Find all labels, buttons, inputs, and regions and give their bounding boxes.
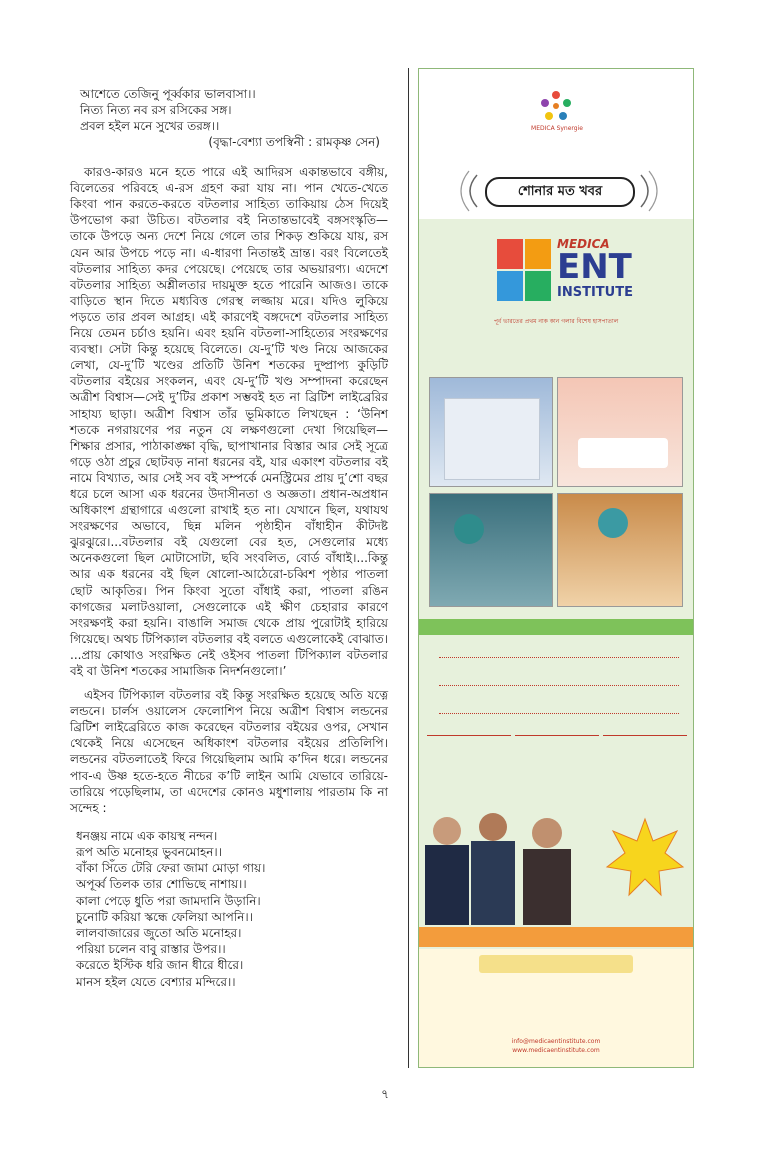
citation: (বৃদ্ধা-বেশ্যা তপস্বিনী : রামকৃষ্ণ সেন) bbox=[208, 135, 380, 149]
column-divider bbox=[408, 68, 409, 1068]
verse-line: বাঁকা সিঁতে টেরি ফেরা জামা মোড়া গায়। bbox=[76, 861, 266, 876]
contact-website: www.medicaentinstitute.com bbox=[512, 1047, 600, 1054]
main-text-column bbox=[70, 86, 388, 990]
verse-line: চুনোটি করিয়া স্কন্ধে ফেলিয়া আপনি।। bbox=[76, 909, 254, 924]
paragraph-1: কারও-কারও মনে হতে পারে এই আদিরস একান্তভাবে বঙ্গীয়, বিলেতের পরিবহে এ-রস গ্রহণ করা যায় না। পান খেতে-খেতে কিংবা পান করতে-করতে বটতলার সাহিত্য তাকিয়ায় ঠেস দিয়েই উপভোগ করা উচিত। বটতলার বই নিতান্তভাবেই বঙ্গসংস্কৃতি—তাকে উপড়ে অন্য দেশে নিয়ে গেলে তার শিকড় শুকিয়ে যায়, রস যেন আর উপচে পড়ে না। এ-ধারণা নিতান্তই ভ্রান্ত। বরং বিলেতেই বটতলার সাহিত্য কদর পেয়েছে। পেয়েছে তার অভয়ারণ্য। এদেশে বটতলার সাহিত্য অশ্লীলতার দায়মুক্ত হতে পারেনি আজও। তাকে বাড়িতে স্থান দিতে মধ্যবিত্ত গেরস্থ লজ্জায় মরে। যদিও লুকিয়ে পড়তে তার প্রবল আগ্রহ। এই কারণেই বঙ্গদেশে বটতলার সাহিত্য নিয়ে তেমন চর্চাও হয়নি। এবং হয়নি বটতলা-সাহিত্যের সংরক্ষণের ব্যবস্থা। সেটা কিন্তু হয়েছে বিলেতে। যে-দু’টি খণ্ড নিয়ে আজকের লেখা, যে-দু’টি খণ্ডের প্রতিটি উনিশ শতকের দুষ্প্রাপ্য কুড়িটি বটতলার বইয়ের সংকলন, এবং যে-দু’টি খণ্ড সম্পাদনা করেছেন অত্রীশ বিশ্বাস—সেই দু’টির প্রকাশ সম্ভবই হত না ব্রিটিশ লাইব্রেরির সাহায্য ছাড়া। অত্রীশ বিশ্বাস তাঁর ভূমিকাতে লিখছেন : ‘উনিশ শতকে নগরায়ণের পর নতুন যে লক্ষণগুলো দেখা গিয়েছিল—শিক্ষার প্রসার, পাঠাকাঙ্ক্ষা বৃদ্ধি, ছাপাখানার বিস্তার আর সেই সূত্রে গড়ে ওঠা প্রচুর ছোটবড় নানা ধরনের বই, যার একাংশ বটতলার বই নামে বিখ্যাত, আর সেই সব বই সম্পর্কে মেনস্ট্রিমের প্রায় দু’শো বছর ধরে চলে আসা এক ধরনের উদাসীনতা ও অজ্ঞতা। প্রধান-অপ্রধান অধিকাংশ গ্রন্থাগারে এগুলো রাখাই হত না। যেখানে ছিল, যথাযথ সংরক্ষণের অভাবে, ছিন্ন মলিন পৃষ্ঠাহীন বাঁধাহীন কীটদষ্ট ঝুরঝুরে।...বটতলার বই যেগুলো বের হত, সেগুলোর মধ্যে অনেকগুলো ছিল মোটাসোটা, ছবি সংবলিত, বোর্ড বাঁধাই।...কিন্তু আর এক ধরনের বই ছিল ষোলো-আঠেরো-চব্বিশ পৃষ্ঠার পাতলা ছোট আকৃতির। পিন কিংবা সুতো বাঁধাই করা, পাতলা রঙিন কাগজের মলাটওয়ালা, সেগুলোকে এই ক্ষীণ চেহারার কারণে সংরক্ষণই করা হয়নি। বাঙালি সমাজ থেকে প্রায় পুরোটাই হারিয়ে গিয়েছে। অথচ টিপিক্যাল বটতলার বই বলতে এগুলোকেই বোঝাত। ...প্রায় কোথাও সংরক্ষিত নেই ওইসব পাতলা টিপিক্যাল বটতলার বই বা উনিশ শতকের সামাজিক নিদর্শনগুলো।’ bbox=[70, 165, 388, 678]
medica-logo-icon bbox=[539, 89, 573, 123]
service-bullet bbox=[439, 663, 679, 686]
ad-header bbox=[419, 69, 693, 219]
services-band bbox=[419, 619, 693, 635]
page-number: ৭ bbox=[381, 1087, 389, 1101]
verse-line: লালবাজারের জুতো অতি মনোহর। bbox=[76, 925, 242, 940]
contact-block bbox=[419, 949, 693, 1067]
brand-small: MEDICA Synergie bbox=[531, 125, 583, 132]
ent-line2: ENT bbox=[557, 247, 632, 287]
verse-line: মানস হইল যেতে বেশ্যার মন্দিরে।। bbox=[76, 974, 236, 989]
ent-line1: MEDICA bbox=[557, 237, 610, 251]
contact-heading bbox=[479, 955, 633, 973]
hospital-building-photo bbox=[429, 377, 553, 487]
verse-line: কালা পেড়ে ধুতি পরা জামদানি উড়ানি। bbox=[76, 893, 261, 908]
service-bullet bbox=[439, 691, 679, 714]
contact-email: info@medicaentinstitute.com bbox=[511, 1038, 601, 1045]
surgery-photo-2 bbox=[557, 493, 683, 607]
ent-line3: INSTITUTE bbox=[557, 285, 633, 300]
ad-tagline: পূর্ব ভারতের প্রথম নাক কান গলার বিশেষ হাসপাতাল bbox=[493, 318, 619, 325]
verse-top bbox=[70, 86, 388, 134]
doctor-info bbox=[515, 735, 599, 772]
patient-room-photo bbox=[557, 377, 683, 487]
verse-bottom bbox=[70, 828, 388, 990]
verse-line: পরিয়া চলেন বাবু রাস্তার উপর।। bbox=[76, 942, 226, 957]
verse-line: রূপ অতি মনোহর ভুবনমোহন।। bbox=[76, 845, 222, 860]
verse-line: অপূর্ব্ব তিলক তার শোভিছে নাশায়।। bbox=[76, 877, 247, 892]
verse-line: আশেতে তেজিনু পূর্ব্বকার ভালবাসা।। bbox=[80, 87, 256, 101]
surgery-photo-1 bbox=[429, 493, 553, 607]
address-band bbox=[419, 927, 693, 947]
doctor-info bbox=[427, 735, 511, 772]
offer-star-icon bbox=[605, 817, 685, 897]
verse-line: প্রবল হইল মনে সুখের তরঙ্গ।। bbox=[80, 119, 220, 133]
ent-institute-logo bbox=[497, 237, 657, 307]
doctor-info bbox=[603, 735, 687, 772]
contact-lines bbox=[419, 977, 693, 1037]
verse-line: ধনঞ্জয় নামে এক কায়স্থ নন্দন। bbox=[76, 828, 218, 843]
medica-ent-advertisement bbox=[418, 68, 694, 1068]
paragraph-2: এইসব টিপিক্যাল বটতলার বই কিন্তু সংরক্ষিত হয়েছে অতি যত্নে লন্ডনে। চার্লস ওয়ালেস ফেলোশিপ নিয়ে অত্রীশ বিশ্বাস লন্ডনের ব্রিটিশ লাইব্রেরিতে কাজ করেছেন বটতলার বইয়ের ওপর, সেখান থেকেই নিয়ে এসেছেন অধিকাংশ বটতলার বইয়ের প্রতিলিপি। লন্ডনের বটতলাতেই ফিরে গিয়েছিলাম আমি ক’দিন ধরে। লন্ডনের পাব-এ উষ্ণ হতে-হতে নীচের ক’টি লাইন আমি যেভাবে তারিয়ে-তারিয়ে পড়েছিলাম, তা এদেশের কোনও মধুশালায় পারতাম কি না সন্দেহ : bbox=[70, 688, 388, 815]
service-bullet bbox=[439, 643, 679, 658]
verse-line: করেতে ইস্টিক ধরি জান ধীরে ধীরে। bbox=[76, 958, 244, 973]
verse-line: নিত্য নিত্য নব রস রসিকের সঙ্গ। bbox=[80, 103, 232, 117]
ad-headline: শোনার মত খবর bbox=[485, 177, 635, 207]
